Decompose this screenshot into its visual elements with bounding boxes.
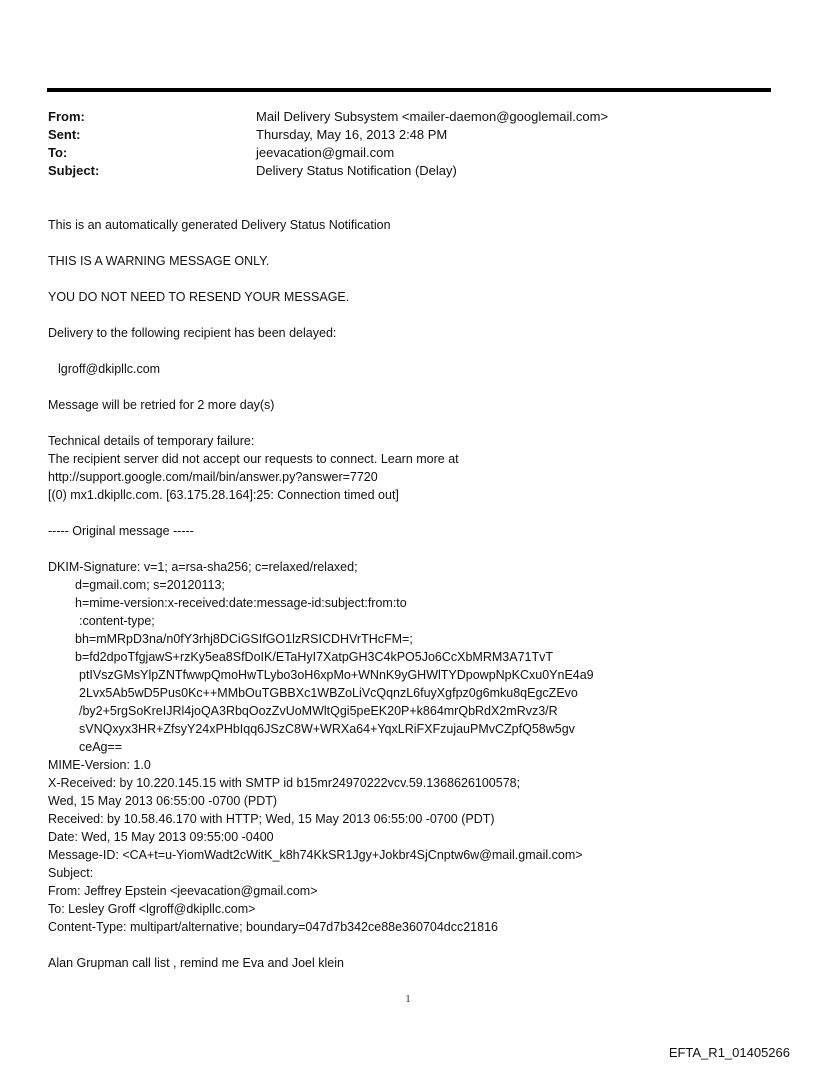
x-received-date-line: Wed, 15 May 2013 06:55:00 -0700 (PDT) <box>48 794 278 808</box>
original-from-line: From: Jeffrey Epstein <jeevacation@gmail.com> <box>48 884 318 898</box>
to-label: To: <box>48 145 68 160</box>
from-value: Mail Delivery Subsystem <mailer-daemon@googlemail.com> <box>256 109 609 124</box>
dkim-signature-line: b=fd2dpoTfgjawS+rzKy5ea8SfDoIK/ETaHyI7XatpGH3C4kPO5Jo6CcXbMRM3A71TvT <box>75 650 554 664</box>
sent-row <box>48 126 768 144</box>
retry-line: Message will be retried for 2 more day(s) <box>48 398 275 412</box>
connection-timeout-line: [(0) mx1.dkipllc.com. [63.175.28.164]:25: Connection timed out] <box>48 488 399 502</box>
page-number: 1 <box>405 994 411 1005</box>
original-subject-line: Subject: <box>48 866 94 880</box>
message-id-line: Message-ID: <CA+t=u-YiomWadt2cWitK_k8h74KkSR1Jgy+Jokbr4SjCnptw6w@mail.gmail.com> <box>48 848 583 862</box>
header-divider <box>47 88 771 92</box>
delayed-line: Delivery to the following recipient has been delayed: <box>48 326 337 340</box>
document-id: EFTA_R1_01405266 <box>668 1045 790 1060</box>
subject-label: Subject: <box>48 163 100 178</box>
dkim-signature-line: /by2+5rgSoKreIJRl4joQA3RbqOozZvUoMWltQgi5peEK20P+k864mrQbRdX2mRvz3/R <box>79 704 558 718</box>
subject-value: Delivery Status Notification (Delay) <box>256 163 457 178</box>
technical-details-heading: Technical details of temporary failure: <box>48 434 255 448</box>
warning-line: THIS IS A WARNING MESSAGE ONLY. <box>48 254 270 268</box>
subject-row <box>48 162 768 180</box>
no-resend-line: YOU DO NOT NEED TO RESEND YOUR MESSAGE. <box>48 290 350 304</box>
dkim-signature-line: 2Lvx5Ab5wD5Pus0Kc++MMbOuTGBBXc1WBZoLiVcQqnzL6fuyXgfpz0g6mku8qEgcZEvo <box>79 686 578 700</box>
original-message-divider: ----- Original message ----- <box>48 524 194 538</box>
received-line: Received: by 10.58.46.170 with HTTP; Wed, 15 May 2013 06:55:00 -0700 (PDT) <box>48 812 495 826</box>
dkim-signature-line: :content-type; <box>79 614 155 628</box>
dkim-signature-line: ptIVszGMsYlpZNTfwwpQmoHwTLybo3oH6xpMo+WNnK9yGHWlTYDpowpNpKCxu0YnE4a9 <box>79 668 594 682</box>
x-received-line: X-Received: by 10.220.145.15 with SMTP id b15mr24970222vcv.59.1368626100578; <box>48 776 521 790</box>
support-url: http://support.google.com/mail/bin/answer.py?answer=7720 <box>48 470 378 484</box>
dkim-signature-line: bh=mMRpD3na/n0fY3rhj8DCiGSIfGO1lzRSICDHVrTHcFM=; <box>75 632 413 646</box>
sent-label: Sent: <box>48 127 81 142</box>
dkim-signature-line: sVNQxyx3HR+ZfsyY24xPHbIqq6JSzC8W+WRXa64+YqxLRiFXFzujauPMvCZpfQ58w5gv <box>79 722 575 736</box>
from-row <box>48 108 768 126</box>
to-value: jeevacation@gmail.com <box>256 145 395 160</box>
recipient-address: lgroff@dkipllc.com <box>58 362 161 376</box>
message-text: Alan Grupman call list , remind me Eva and Joel klein <box>48 956 344 970</box>
intro-line: This is an automatically generated Delivery Status Notification <box>48 218 391 232</box>
sent-value: Thursday, May 16, 2013 2:48 PM <box>256 127 448 142</box>
technical-details-line: The recipient server did not accept our requests to connect. Learn more at <box>48 452 459 466</box>
date-line: Date: Wed, 15 May 2013 09:55:00 -0400 <box>48 830 274 844</box>
dkim-signature-line: DKIM-Signature: v=1; a=rsa-sha256; c=relaxed/relaxed; <box>48 560 358 574</box>
original-to-line: To: Lesley Groff <lgroff@dkipllc.com> <box>48 902 256 916</box>
dkim-signature-line: d=gmail.com; s=20120113; <box>75 578 225 592</box>
content-type-line: Content-Type: multipart/alternative; boundary=047d7b342ce88e360704dcc21816 <box>48 920 498 934</box>
email-header <box>48 108 768 180</box>
email-body <box>48 216 788 972</box>
from-label: From: <box>48 109 85 124</box>
dkim-signature-line: h=mime-version:x-received:date:message-id:subject:from:to <box>75 596 407 610</box>
to-row <box>48 144 768 162</box>
mime-version-line: MIME-Version: 1.0 <box>48 758 151 772</box>
dkim-signature-line: ceAg== <box>79 740 123 754</box>
